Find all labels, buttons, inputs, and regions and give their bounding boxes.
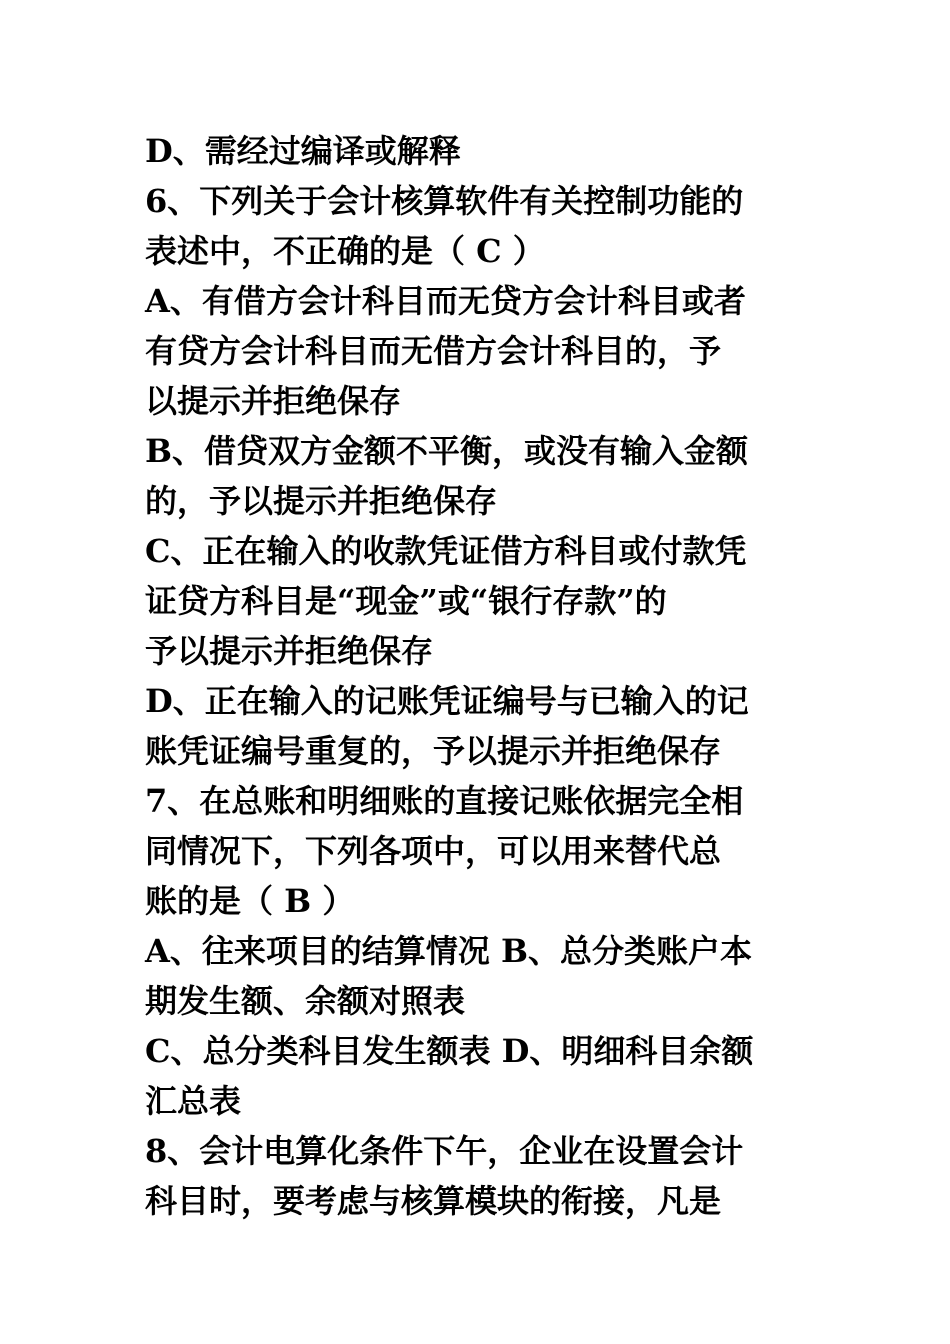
question-6-option-c-line-2: 证贷方科目是“现金”或“银行存款”的 — [145, 582, 667, 620]
question-6-option-b-line-1: B、借贷双方金额不平衡，或没有输入金额 — [145, 432, 749, 470]
question-6-line-1: 6、下列关于会计核算软件有关控制功能的 — [145, 182, 744, 220]
question-6-option-c-line-1: C、正在输入的收款凭证借方科目或付款凭 — [145, 532, 747, 570]
question-7-line-1: 7、在总账和明细账的直接记账依据完全相 — [145, 782, 744, 820]
question-6-option-a-line-1: A、有借方会计科目而无贷方会计科目或者 — [145, 282, 746, 320]
question-7-options-line-1: A、往来项目的结算情况 B、总分类账户本 — [145, 932, 753, 970]
question-6-option-d-line-1: D、正在输入的记账凭证编号与已输入的记 — [145, 682, 749, 720]
question-8-line-2: 科目时，要考虑与核算模块的衔接，凡是 — [145, 1182, 722, 1220]
question-6-option-a-line-2: 有贷方会计科目而无借方会计科目的，予 — [145, 332, 722, 370]
question-6-line-2: 表述中，不正确的是（ C ） — [145, 232, 545, 270]
question-7-line-2: 同情况下，下列各项中，可以用来替代总 — [145, 832, 722, 870]
question-6-option-a-line-3: 以提示并拒绝保存 — [145, 382, 402, 420]
question-6-option-c-line-3: 予以提示并拒绝保存 — [145, 632, 434, 670]
question-7-options-line-3: C、总分类科目发生额表 D、明细科目余额 — [145, 1032, 754, 1070]
question-6-option-b-line-2: 的，予以提示并拒绝保存 — [145, 482, 498, 520]
question-7-options-line-2: 期发生额、余额对照表 — [145, 982, 466, 1020]
question-7-line-3: 账的是（ B ） — [145, 882, 355, 920]
document-body — [145, 126, 810, 1226]
question-7-options-line-4: 汇总表 — [145, 1082, 242, 1120]
question-6-option-d-line-2: 账凭证编号重复的，予以提示并拒绝保存 — [145, 732, 722, 770]
option-d-line: D、需经过编译或解释 — [145, 132, 461, 170]
question-8-line-1: 8、会计电算化条件下午，企业在设置会计 — [145, 1132, 744, 1170]
